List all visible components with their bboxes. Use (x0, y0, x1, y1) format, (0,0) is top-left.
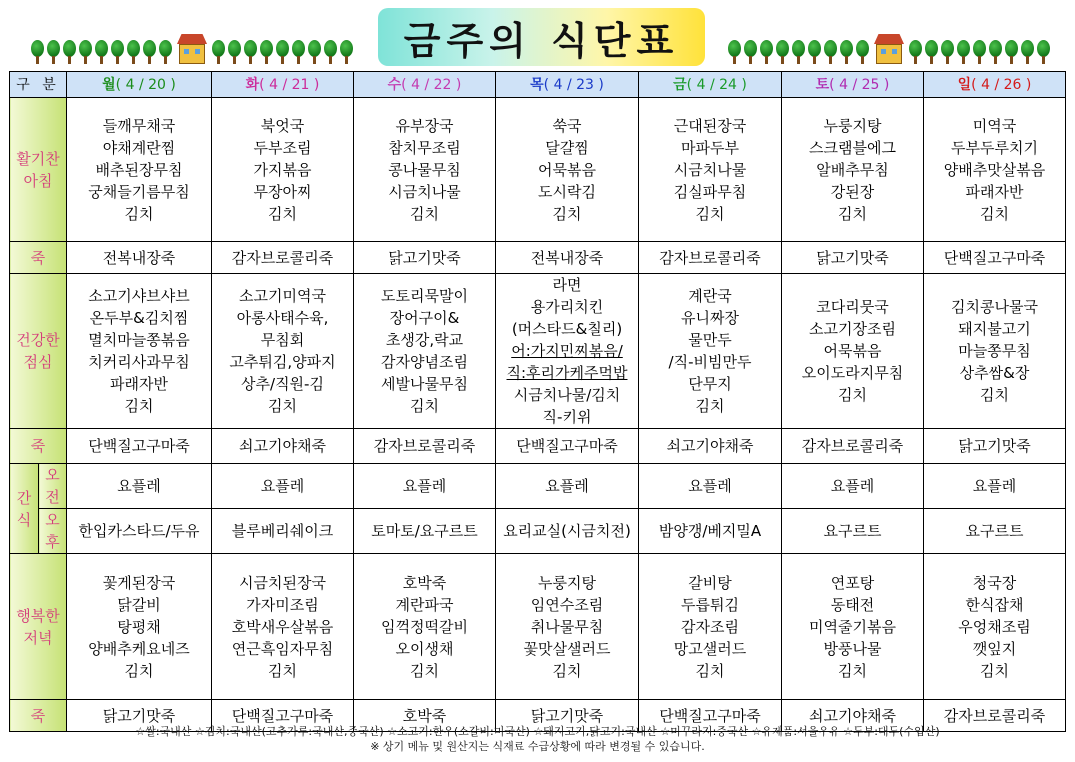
day-header (67, 72, 212, 98)
porridge-cell: 감자브로콜리죽 (212, 242, 354, 274)
menu-item: 김치 (124, 661, 154, 680)
menu-item: 김치 (695, 204, 725, 223)
menu-item: 김치 (124, 204, 154, 223)
dinner-cell (496, 554, 639, 700)
tree-icon (158, 40, 173, 64)
snack-pm-row (10, 509, 1066, 554)
menu-item: 양배추케요네즈 (88, 639, 190, 658)
menu-item: 마파두부 (681, 138, 739, 157)
porridge-cell: 단백질고구마죽 (924, 242, 1066, 274)
menu-item: 가자미조림 (246, 595, 319, 614)
menu-item: 단무지 (688, 375, 732, 393)
menu-item: 시금치나물 (673, 160, 747, 179)
dinner-cell (782, 554, 924, 700)
menu-item: 무침회 (260, 331, 305, 349)
menu-item: 상추/직원-김 (241, 375, 324, 393)
decoration-right (727, 34, 1051, 64)
section-label-text: 오 (45, 511, 60, 529)
menu-item: 김치 (410, 661, 439, 680)
tree-icon (94, 40, 109, 64)
menu-item: 김치콩나물국 (951, 298, 1038, 316)
snack-pm-cell: 블루베리쉐이크 (212, 509, 354, 554)
porridge-cell: 닭고기맛죽 (354, 242, 496, 274)
tree-icon (62, 40, 77, 64)
tree-icon (126, 40, 141, 64)
breakfast-cell (212, 98, 354, 242)
menu-item: 탕평채 (117, 617, 161, 636)
menu-item: 소고기장조림 (809, 320, 896, 338)
tree-icon (1004, 40, 1019, 64)
tree-icon (307, 40, 322, 64)
snack-am-cell: 요플레 (782, 464, 924, 509)
menu-item: 상추쌈&장 (959, 364, 1030, 382)
dinner-cell (354, 554, 496, 700)
snack-pm-cell: 요리교실(시금치전) (496, 509, 639, 554)
menu-item: 초생강,락교 (385, 331, 464, 349)
menu-item: 방풍나물 (823, 639, 882, 658)
menu-item: 한식잡채 (965, 595, 1024, 614)
menu-item: 도시락김 (538, 182, 596, 201)
menu-item: 온두부&김치찜 (89, 309, 189, 327)
menu-item: 계란파국 (395, 595, 454, 614)
day-name: 금 (673, 76, 687, 93)
breakfast-cell (639, 98, 782, 242)
tree-icon (956, 40, 971, 64)
menu-item: 깻잎지 (972, 639, 1017, 658)
menu-item: 연포탕 (830, 573, 875, 592)
porridge-cell: 쇠고기야채죽 (782, 700, 924, 732)
page-title-text: 금주의 식단표 (403, 18, 680, 63)
day-name: 월 (102, 76, 116, 93)
menu-item: 소고기미역국 (239, 287, 326, 305)
menu-item: 물만두 (688, 331, 732, 349)
tree-icon (46, 40, 61, 64)
porridge-cell: 단백질고구마죽 (496, 429, 639, 464)
section-label-am (39, 464, 67, 509)
day-header (496, 72, 639, 98)
menu-item: 돼지불고기 (958, 320, 1031, 338)
dinner-cell (212, 554, 354, 700)
decoration-left (30, 34, 354, 64)
menu-item: 김치 (980, 204, 1009, 223)
section-label-snack (10, 464, 39, 554)
tree-icon (940, 40, 955, 64)
menu-item: 궁채들기름무침 (88, 182, 190, 201)
menu-item: 청국장 (972, 573, 1017, 592)
menu-item: 김치 (695, 397, 725, 415)
breakfast-cell (496, 98, 639, 242)
section-label-text: 점심 (23, 353, 53, 371)
section-label-text: 전 (45, 488, 60, 506)
tree-icon (839, 40, 854, 64)
tree-icon (1020, 40, 1035, 64)
menu-item: 참치무조림 (388, 138, 461, 157)
tree-icon (759, 40, 774, 64)
menu-item: 멸치마늘쫑볶음 (88, 331, 190, 349)
section-label-breakfast (10, 98, 67, 242)
tree-icon (924, 40, 939, 64)
porridge-cell: 닭고기맛죽 (67, 700, 212, 732)
origin-note: ☆쌀:국내산 ☆김치:국내산(고추가루:국내산,중국산) ☆소고기:한우(소갈비:미국산) ☆돼지고기,닭고기:국내산 ☆미꾸라지:중국산 ☆유제품:서울우유 ☆두부:대두(수입산) (135, 725, 940, 738)
menu-item: /직-비빔만두 (668, 353, 752, 371)
day-date: ( 4 / 25 ) (829, 76, 890, 93)
menu-item: 김치 (695, 661, 725, 680)
tree-icon (259, 40, 274, 64)
snack-pm-cell: 밤양갱/베지밀A (639, 509, 782, 554)
porridge-cell: 단백질고구마죽 (639, 700, 782, 732)
porridge-cell: 쇠고기야채죽 (212, 429, 354, 464)
menu-item: 북엇국 (260, 116, 305, 135)
day-date: ( 4 / 21 ) (259, 76, 320, 93)
menu-item: 망고샐러드 (673, 639, 747, 658)
day-name: 토 (815, 76, 830, 93)
menu-item: 들깨무채국 (102, 116, 176, 135)
section-label-lunch (10, 274, 67, 429)
lunch-cell (67, 274, 212, 429)
menu-item: 가지볶음 (253, 160, 312, 179)
porridge-cell: 쇠고기야채죽 (639, 429, 782, 464)
section-label-dinner (10, 554, 67, 700)
menu-item: 호박죽 (402, 573, 447, 592)
menu-item: 양배추맛살볶음 (943, 160, 1046, 179)
tree-icon (727, 40, 742, 64)
section-label-text: 간 (16, 488, 32, 507)
menu-item: 근대된장국 (673, 116, 747, 135)
menu-item: 소고기샤브샤브 (88, 287, 190, 305)
menu-item: 계란국 (688, 287, 732, 305)
menu-item: 두릅튀김 (681, 595, 739, 614)
dinner-cell (924, 554, 1066, 700)
lunch-cell (354, 274, 496, 429)
house-icon (177, 34, 207, 64)
snack-pm-cell: 한입카스타드/두유 (67, 509, 212, 554)
menu-item: 우엉채조림 (958, 617, 1031, 636)
tree-icon (323, 40, 338, 64)
menu-item: 누룽지탕 (538, 573, 596, 592)
menu-item: 마늘쫑무침 (958, 342, 1031, 360)
porridge-cell: 전복내장죽 (67, 242, 212, 274)
tree-icon (988, 40, 1003, 64)
menu-item: 시금치된장국 (239, 573, 326, 592)
lunch-cell (496, 274, 639, 429)
dinner-cell (639, 554, 782, 700)
menu-item: 도토리묵말이 (381, 287, 468, 305)
day-name: 일 (957, 76, 972, 93)
menu-item: 쑥국 (552, 116, 582, 135)
menu-item: 꽃게된장국 (102, 573, 176, 592)
menu-item: 갈비탕 (688, 573, 732, 592)
dinner-cell (67, 554, 212, 700)
menu-item: 누룽지탕 (823, 116, 882, 135)
menu-item: 콩나물무침 (388, 160, 461, 179)
section-label-porridge: 죽 (10, 429, 67, 464)
day-name: 목 (530, 76, 544, 93)
menu-item: 김치 (552, 204, 582, 223)
lunch-cell (639, 274, 782, 429)
day-header (782, 72, 924, 98)
section-label-porridge: 죽 (10, 242, 67, 274)
menu-item: 라면 (552, 276, 582, 294)
menu-item: 스크램블에그 (809, 138, 896, 157)
porridge-cell: 닭고기맛죽 (924, 429, 1066, 464)
porridge-cell: 닭고기맛죽 (496, 700, 639, 732)
menu-item: 미역국 (972, 116, 1017, 135)
lunch-cell (212, 274, 354, 429)
tree-icon (807, 40, 822, 64)
menu-item: 시금치나물 (388, 182, 461, 201)
tree-icon (142, 40, 157, 64)
menu-item: 김치 (838, 386, 867, 404)
tree-icon (275, 40, 290, 64)
section-label-text: 건강한 (16, 331, 60, 349)
menu-item: 김치 (268, 204, 297, 223)
tree-icon (339, 40, 354, 64)
dinner-row (10, 554, 1066, 700)
snack-pm-cell: 요구르트 (782, 509, 924, 554)
menu-item: 어묵볶음 (538, 160, 596, 179)
snack-am-cell: 요플레 (924, 464, 1066, 509)
change-notice: ※ 상기 메뉴 및 원산지는 식재료 수급상황에 따라 변경될 수 있습니다. (370, 740, 705, 753)
porridge-cell: 호박죽 (354, 700, 496, 732)
menu-item: 동태전 (830, 595, 875, 614)
day-date: ( 4 / 24 ) (686, 76, 747, 93)
menu-item: (머스타드&칠리) (511, 320, 623, 338)
menu-item: 김실파무침 (673, 182, 747, 201)
tree-icon (78, 40, 93, 64)
snack-am-cell: 요플레 (496, 464, 639, 509)
menu-item: 강된장 (830, 182, 875, 201)
tree-icon (743, 40, 758, 64)
section-label-porridge: 죽 (10, 700, 67, 732)
section-label-text: 행복한 (16, 606, 60, 625)
snack-am-cell: 요플레 (212, 464, 354, 509)
section-label-text: 식 (16, 510, 32, 529)
menu-item: 어묵볶음 (823, 342, 882, 360)
section-label-text: 아침 (23, 171, 53, 190)
menu-item: 치커리사과무침 (88, 353, 190, 371)
porridge-cell: 감자브로콜리죽 (782, 429, 924, 464)
menu-item: 김치 (268, 397, 297, 415)
porridge-cell: 닭고기맛죽 (782, 242, 924, 274)
day-date: ( 4 / 26 ) (971, 76, 1032, 93)
porridge-cell: 전복내장죽 (496, 242, 639, 274)
tree-icon (855, 40, 870, 64)
snack-pm-cell: 요구르트 (924, 509, 1066, 554)
menu-item: 두부두루치기 (951, 138, 1038, 157)
tree-icon (823, 40, 838, 64)
menu-item: 감자조림 (681, 617, 739, 636)
menu-item: 파래자반 (110, 375, 168, 393)
day-header (212, 72, 354, 98)
snack-pm-cell: 토마토/요구르트 (354, 509, 496, 554)
menu-item: 김치 (552, 661, 582, 680)
porridge-cell: 감자브로콜리죽 (639, 242, 782, 274)
menu-item: 유부장국 (395, 116, 454, 135)
tree-icon (243, 40, 258, 64)
menu-item: 달걀찜 (545, 138, 589, 157)
menu-item: 김치 (838, 204, 867, 223)
menu-item: 직-키위 (542, 408, 592, 426)
day-name: 수 (387, 76, 402, 93)
menu-item: 김치 (124, 397, 154, 415)
menu-item: 용가리치킨 (530, 298, 604, 316)
snack-am-row (10, 464, 1066, 509)
menu-item: 김치 (838, 661, 867, 680)
section-label-pm (39, 509, 67, 554)
menu-item: 호박새우살볶음 (231, 617, 334, 636)
menu-item: 알배추무침 (816, 160, 889, 179)
menu-item: 세발나물무침 (381, 375, 468, 393)
tree-icon (775, 40, 790, 64)
day-header (639, 72, 782, 98)
menu-item: 코다리뭇국 (816, 298, 889, 316)
porridge-cell: 감자브로콜리죽 (924, 700, 1066, 732)
menu-item: 김치 (980, 386, 1009, 404)
col-label: 구 분 (10, 72, 67, 98)
menu-item: 장어구이& (389, 309, 460, 327)
menu-item: 파래자반 (965, 182, 1024, 201)
menu-item: 김치 (410, 204, 439, 223)
menu-item: 미역줄기볶음 (809, 617, 896, 636)
tree-icon (908, 40, 923, 64)
menu-item: 꽃맛살샐러드 (523, 639, 611, 658)
house-icon (874, 34, 904, 64)
tree-icon (211, 40, 226, 64)
snack-am-cell: 요플레 (354, 464, 496, 509)
snack-am-cell: 요플레 (67, 464, 212, 509)
menu-item: 무장아찌 (253, 182, 312, 201)
menu-item: 오이생채 (395, 639, 454, 658)
menu-item: 김치 (268, 661, 297, 680)
menu-item: 두부조림 (253, 138, 312, 157)
section-label-text: 후 (45, 533, 60, 551)
section-label-text: 저녁 (23, 628, 53, 647)
day-name: 화 (245, 76, 260, 93)
menu-item: 감자양념조림 (381, 353, 468, 371)
porridge-cell: 단백질고구마죽 (212, 700, 354, 732)
menu-item: 시금치나물/김치 (513, 386, 621, 404)
tree-icon (110, 40, 125, 64)
porridge-row-2 (10, 429, 1066, 464)
menu-item: 어:가지민찌볶음/ (511, 342, 623, 360)
breakfast-cell (782, 98, 924, 242)
menu-item: 김치 (410, 397, 439, 415)
header-row (10, 72, 1066, 98)
porridge-row-1 (10, 242, 1066, 274)
menu-item: 야채계란찜 (102, 138, 176, 157)
menu-item: 연근흑임자무침 (231, 639, 334, 658)
porridge-cell: 감자브로콜리죽 (354, 429, 496, 464)
page-title (378, 8, 705, 66)
section-label-text: 활기찬 (16, 149, 60, 168)
tree-icon (972, 40, 987, 64)
tree-icon (227, 40, 242, 64)
breakfast-row (10, 98, 1066, 242)
tree-icon (291, 40, 306, 64)
lunch-cell (924, 274, 1066, 429)
weekly-menu-table (9, 71, 1066, 732)
day-date: ( 4 / 22 ) (401, 76, 462, 93)
tree-icon (30, 40, 45, 64)
menu-item: 취나물무침 (530, 617, 604, 636)
day-date: ( 4 / 20 ) (115, 76, 176, 93)
menu-item: 아롱사태수육, (236, 309, 329, 327)
menu-item: 고추튀김,양파지 (229, 353, 336, 371)
snack-am-cell: 요플레 (639, 464, 782, 509)
menu-item: 오이도라지무침 (801, 364, 904, 382)
section-label-text: 오 (45, 466, 60, 484)
lunch-row (10, 274, 1066, 429)
menu-item: 닭갈비 (117, 595, 161, 614)
menu-item: 김치 (980, 661, 1009, 680)
day-header (354, 72, 496, 98)
tree-icon (1036, 40, 1051, 64)
breakfast-cell (354, 98, 496, 242)
day-header (924, 72, 1066, 98)
tree-icon (791, 40, 806, 64)
porridge-cell: 단백질고구마죽 (67, 429, 212, 464)
menu-item: 임연수조림 (530, 595, 604, 614)
menu-item: 임꺽정떡갈비 (381, 617, 468, 636)
breakfast-cell (67, 98, 212, 242)
menu-item: 배추된장무침 (95, 160, 183, 179)
day-date: ( 4 / 23 ) (543, 76, 604, 93)
breakfast-cell (924, 98, 1066, 242)
menu-item: 직:후리가케주먹밥 (506, 364, 628, 382)
menu-item: 유니짜장 (681, 309, 739, 327)
lunch-cell (782, 274, 924, 429)
